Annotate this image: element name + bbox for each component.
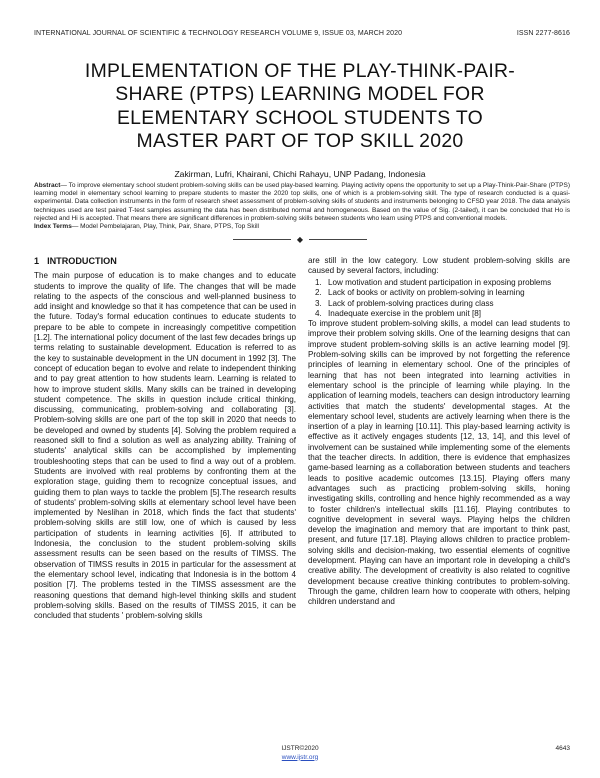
- footer-code: IJSTR©2020: [281, 745, 319, 752]
- left-column: [34, 256, 296, 778]
- separator-rule-right: [309, 239, 367, 240]
- list-item-number: 3.: [315, 298, 322, 308]
- list-item: [315, 298, 570, 309]
- index-terms-dash: —: [71, 223, 81, 231]
- right-column: [308, 256, 570, 687]
- section-separator: [0, 235, 600, 244]
- causes-list: [308, 278, 570, 319]
- list-item-text: Lack of problem-solving practices during class: [328, 298, 494, 308]
- section-number: 1: [34, 256, 40, 266]
- paper-title: [30, 60, 570, 154]
- issn: ISSN 2277-8616: [516, 30, 570, 37]
- section-heading: [34, 256, 296, 266]
- abstract-body: [34, 182, 570, 223]
- index-terms: [34, 223, 570, 231]
- section-title: INTRODUCTION: [47, 256, 117, 266]
- list-item-text: Low motivation and student participation in exposing problems: [328, 278, 552, 287]
- list-item-text: Lack of books or activity on problem-solving in learning: [328, 288, 525, 298]
- abstract-dash: —: [60, 182, 69, 189]
- list-item-text: Inadequate exercise in the problem unit [8]: [328, 308, 481, 318]
- title-line: SHARE (PTPS) LEARNING MODEL FOR: [115, 83, 485, 106]
- author-list: Zakirman, Lufri, Khairani, Chichi Rahayu, UNP Padang, Indonesia: [174, 169, 426, 179]
- list-item: [315, 288, 570, 298]
- journal-url-link[interactable]: www.ijstr.org: [281, 753, 319, 761]
- body-paragraph: The main purpose of education is to make changes and to educate students to improve the quality of life. The changes that will be made relating to the aspects of the conscious and well-planned business to add insight and knowledge so that it has competence that can be used in the future. Today's formal education continues to educate students to prepare to be able to compete in increasingly competitive competition [1.2]. The international policy document of the last few decades brings up terms relating to sustainable development. Education is referred to as the key to sustainable development in the UN document in 1992 [3]. The concept of education began to evolve and relate to independent thinking and to pay great attention to how students learn. Learning is related to how to improve student skills. Many skills can be trained in developing student competence. The skills in question include critical thinking, discussing, communicating, problem-solving and collaborating [3]. Problem-solving skills are one part of the top skill in 2020 that needs to be developed and owned by students [4]. Solving the problem required a reasoned skill to find a solution as well as analyzing ability. Training of students' analytical skills can be accomplished by implementing troubleshooting steps that can be used to find a way out of a problem. Students are involved with real problems by confronting them at the exploration stage, guiding them to recognize conceptual issues, and guiding them to plan ways to tackle the problem [5].The research results of students' problem-solving skills at elementary school level have been implemented by Neslihan in 2018, which finds the fact that students' problem-solving skills are still low, one of which is caused by less participation of students in learning activities [6]. If attributed to Indonesia, the conclusion to the student problem-solving skills assessment results can be seen based on the results of TIMSS. The observation of TIMSS results in 2015 in particular for the assessment at the elementary school level, indicating that Indonesia is in the bottom 4 position [7]. The problems tested in the TIMSS assessment are the reasoning questions that demand high-level thinking skills and student problem-solving skills. Based on the results of TIMSS 2015, it can be concluded that students ' problem-solving skills: [34, 271, 296, 621]
- abstract-label: Abstract: [34, 182, 61, 189]
- list-item-number: 1.: [315, 278, 322, 287]
- page-footer: [0, 745, 600, 762]
- body-paragraph: are still in the low category. Low student problem-solving skills are caused by several factors, including:: [308, 256, 570, 276]
- abstract-block: [34, 182, 570, 231]
- index-terms-text: Model Pembelajaran, Play, Think, Pair, Share, PTPS, Top Skill: [80, 223, 259, 231]
- list-item: [315, 278, 570, 288]
- list-item: [315, 308, 570, 319]
- list-item-number: 2.: [315, 288, 322, 298]
- running-header: [34, 30, 570, 37]
- list-item-number: 4.: [315, 308, 322, 318]
- journal-name: INTERNATIONAL JOURNAL OF SCIENTIFIC & TECHNOLOGY RESEARCH VOLUME 9, ISSUE 03, MARCH 2020: [34, 30, 403, 37]
- title-line: MASTER PART OF TOP SKILL 2020: [136, 130, 464, 153]
- index-terms-label: Index Terms: [34, 223, 72, 231]
- diamond-icon: ◆: [296, 235, 304, 244]
- title-line: IMPLEMENTATION OF THE PLAY-THINK-PAIR-: [84, 60, 516, 82]
- title-line: ELEMENTARY SCHOOL STUDENTS TO: [116, 106, 484, 129]
- page-number: 4643: [555, 745, 570, 752]
- abstract-text: To improve elementary school student problem-solving skills can be used play-based learning. Playing activity opens the opportunity to set up a Play-Think-Pair-Share (PTPS) learning model in elementary school learning to prepare students to master the 2020 top skills, one of which is a problem-solving skill. The type of research conducted is a quasi-experimental. Data collection instruments in the form of research sheet assessment of problem-solving skills of students and instruments belonging to CFSD year 2018. The data analysis techniques used are test paired T-test samples assuming the data has been distributed normal and homogeneous. Based on the value of Sig. (2-tailed), it can be concluded that Ho is rejected and Hi is accepted. That means there are significant differences in problem-solving skills between students who learn using PTPS and conventional models.: [34, 182, 570, 222]
- body-paragraph: To improve student problem-solving skills, a model can lead students to improve their problem solving skills. One of the learning designs that can improve student problem-solving skills is an active learning model [9]. Problem-solving skills can be improved by not forgetting the reference principles of learning in elementary school. One of the principles of learning that has not been integrated into learning activities in elementary school is the principle of learning while playing. In the application of learning models, teachers can design introductory learning activities that match the students' developmental stages. At the elementary school level, students are actively learning when there is the insertion of a play in learning [10.11]. This play-based learning activity is effective as it actively engages students [12, 13, 14], and this level of involvement can be sustained while implementing some of the elements that the teacher directs. In addition, there is evidence that emphasizes game-based learning as a collaboration between students and teachers leads to positive academic outcomes [13.15]. Playing offers many advantages such as practicing problem-solving skills, honing investigating skills, controlling and hence highly recommended as a way to foster children's intellectual skills [11.16]. Playing contributes to cognitive development in several ways. Playing helps the children develop the imagination and memory that are important to think past, present, and future [17.18]. Playing allows children to practice problem-solving skills and decision-making, two essential elements of cognitive development. Playing can have an important role in developing a child's creative ability. The development of creativity is also related to cognitive development because creative thinking contributes to problem-solving. Through the game, children learn how to cooperate with others, helping children understand and: [308, 319, 570, 607]
- separator-rule-left: [233, 239, 291, 240]
